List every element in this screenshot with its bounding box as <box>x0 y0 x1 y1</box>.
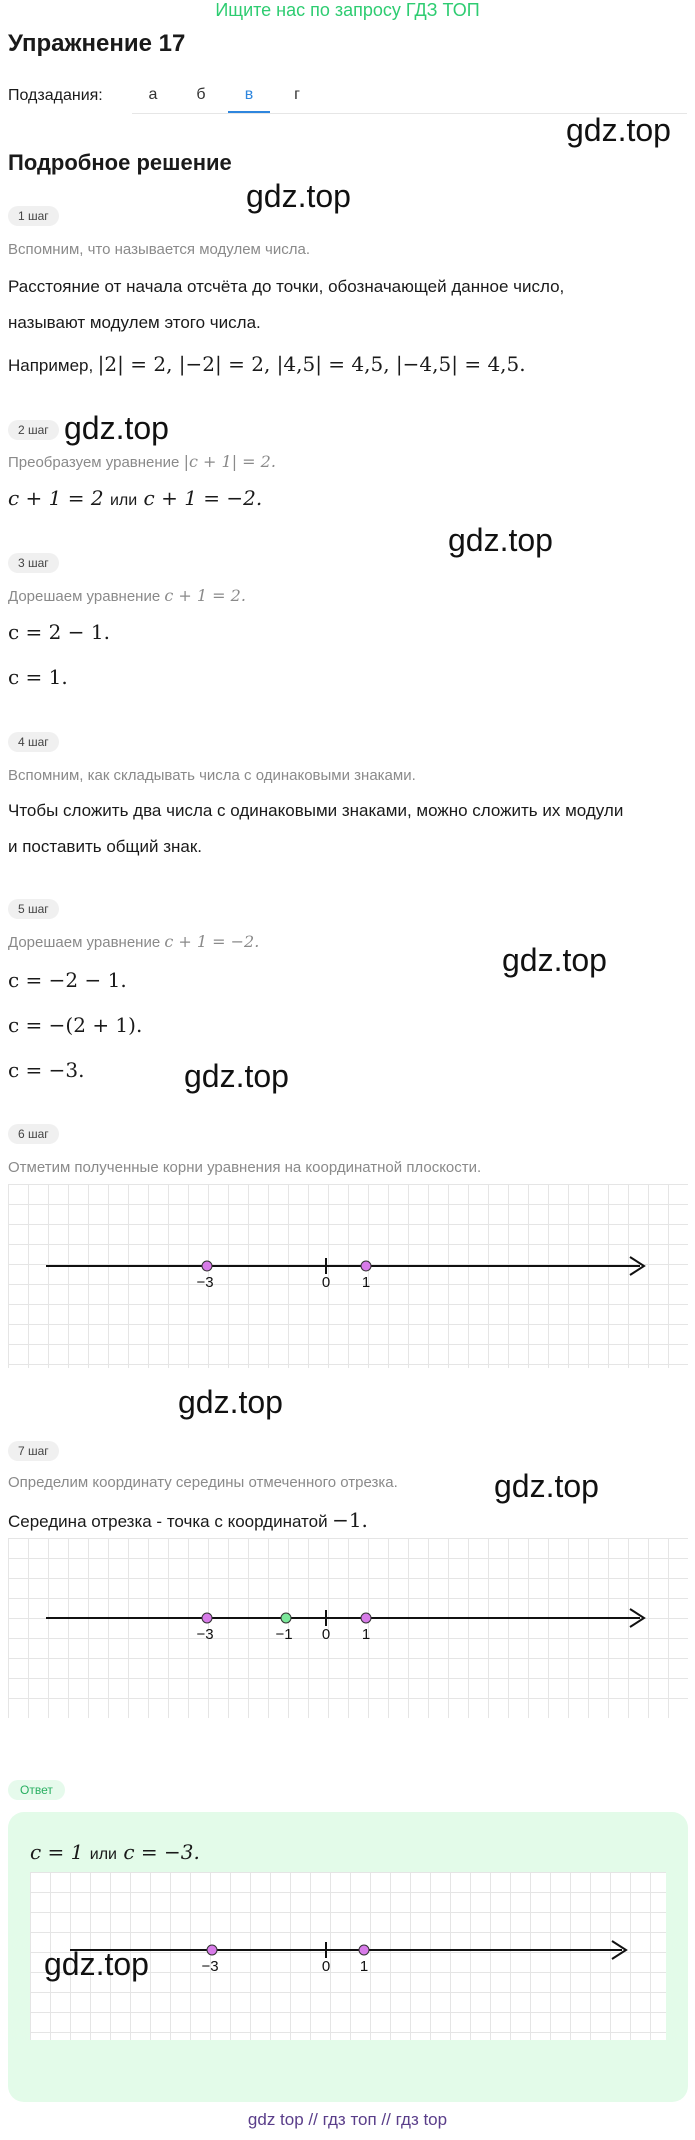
point-minus-3 <box>202 1261 212 1271</box>
solution-heading: Подробное решение <box>8 150 232 175</box>
step-7-hint: Определим координату середины отмеченного отрезка. <box>8 1474 398 1491</box>
promo-banner[interactable]: Ищите нас по запросу ГДЗ ТОП <box>215 0 480 20</box>
page-title: Упражнение 17 <box>8 30 186 57</box>
number-line-2 <box>8 1538 688 1718</box>
watermark: gdz.top <box>566 112 671 148</box>
hint-text: Дорешаем уравнение <box>8 934 161 951</box>
watermark: gdz.top <box>448 522 553 558</box>
hint-math: |c + 1| = 2. <box>183 452 276 471</box>
point-1 <box>359 1945 369 1955</box>
subtasks-label: Подзадания: <box>8 87 103 104</box>
step-3-badge: 3 шаг <box>8 553 59 573</box>
tab-a[interactable]: а <box>148 86 158 103</box>
number-line-grid-1 <box>8 1184 688 1368</box>
answer-right: c = −3. <box>123 1840 200 1864</box>
step-5-badge: 5 шаг <box>8 899 59 919</box>
equation-left: c + 1 = 2 <box>8 486 104 510</box>
number-line-grid-2 <box>8 1538 688 1718</box>
label-minus-3: −3 <box>201 1958 219 1975</box>
step-3-hint <box>8 586 246 605</box>
step-4-text-line2: и поставить общий знак. <box>8 837 203 856</box>
active-tab-indicator <box>228 111 270 113</box>
example-math: |2| = 2, |−2| = 2, |4,5| = 4,5, |−4,5| = 4,5. <box>97 352 526 376</box>
step-1-example <box>8 352 526 376</box>
step-4-badge: 4 шаг <box>8 732 59 752</box>
subtask-tabs <box>132 75 687 114</box>
step-6-hint: Отметим полученные корни уравнения на координатной плоскости. <box>8 1159 482 1176</box>
number-line-1 <box>8 1184 688 1368</box>
step-1-text-line1: Расстояние от начала отсчёта до точки, обозначающей данное число, <box>8 277 565 296</box>
hint-text: Преобразуем уравнение <box>8 454 180 471</box>
label-1: 1 <box>361 1626 371 1643</box>
label-1: 1 <box>359 1958 369 1975</box>
step-5-line-3: c = −3. <box>8 1058 85 1082</box>
watermark: gdz.top <box>494 1468 599 1504</box>
hint-text: Дорешаем уравнение <box>8 588 161 605</box>
tab-v[interactable]: в <box>244 86 254 103</box>
step-4-text-line1: Чтобы сложить два числа с одинаковыми знаками, можно сложить их модули <box>8 801 624 820</box>
hint-math: c + 1 = 2. <box>164 586 246 605</box>
tab-g[interactable]: г <box>294 86 300 103</box>
hint-math: c + 1 = −2. <box>164 932 260 951</box>
midpoint-value: −1. <box>332 1508 368 1532</box>
step-3-line-2: c = 1. <box>8 665 68 689</box>
watermark: gdz.top <box>184 1058 289 1094</box>
point-minus-3 <box>207 1945 217 1955</box>
answer-badge: Ответ <box>8 1780 65 1800</box>
step-5-line-1: c = −2 − 1. <box>8 968 127 992</box>
step-1-hint: Вспомним, что называется модулем числа. <box>8 241 310 258</box>
tab-b[interactable]: б <box>196 86 206 103</box>
label-0: 0 <box>321 1274 331 1291</box>
or-word: или <box>109 492 138 509</box>
step-2-badge: 2 шаг <box>8 420 59 440</box>
label-minus-1: −1 <box>275 1626 293 1643</box>
step-1-badge: 1 шаг <box>8 206 59 226</box>
step-7-text <box>8 1508 368 1532</box>
step-5-hint <box>8 932 259 951</box>
label-1: 1 <box>361 1274 371 1291</box>
step-2-equations <box>8 486 262 510</box>
step-3-line-1: c = 2 − 1. <box>8 620 110 644</box>
watermark: gdz.top <box>178 1384 283 1420</box>
point-1 <box>361 1613 371 1623</box>
point-minus-3 <box>202 1613 212 1623</box>
or-word: или <box>89 1846 117 1863</box>
step-5-line-2: c = −(2 + 1). <box>8 1013 143 1037</box>
step-2-hint <box>8 452 276 471</box>
footer-links[interactable]: gdz top // гдз топ // гдз top <box>247 2110 448 2129</box>
watermark: gdz.top <box>502 942 607 978</box>
step-1-text-line2: называют модулем этого числа. <box>8 313 261 332</box>
step-6-badge: 6 шаг <box>8 1124 59 1144</box>
step-7-badge: 7 шаг <box>8 1441 59 1461</box>
equation-right: c + 1 = −2. <box>143 486 263 510</box>
watermark: gdz.top <box>246 178 351 214</box>
answer-left: c = 1 <box>30 1840 84 1864</box>
example-prefix: Например, <box>8 356 94 375</box>
midpoint-text: Середина отрезка - точка с координатой <box>8 1512 328 1531</box>
point-1 <box>361 1261 371 1271</box>
answer-equations <box>30 1840 200 1864</box>
label-0: 0 <box>321 1958 331 1975</box>
label-0: 0 <box>321 1626 331 1643</box>
point-minus-1 <box>281 1613 291 1623</box>
label-minus-3: −3 <box>196 1626 214 1643</box>
step-4-hint: Вспомним, как складывать числа с одинаковыми знаками. <box>8 767 416 784</box>
label-minus-3: −3 <box>196 1274 214 1291</box>
watermark: gdz.top <box>64 410 169 446</box>
watermark: gdz.top <box>44 1946 149 1982</box>
